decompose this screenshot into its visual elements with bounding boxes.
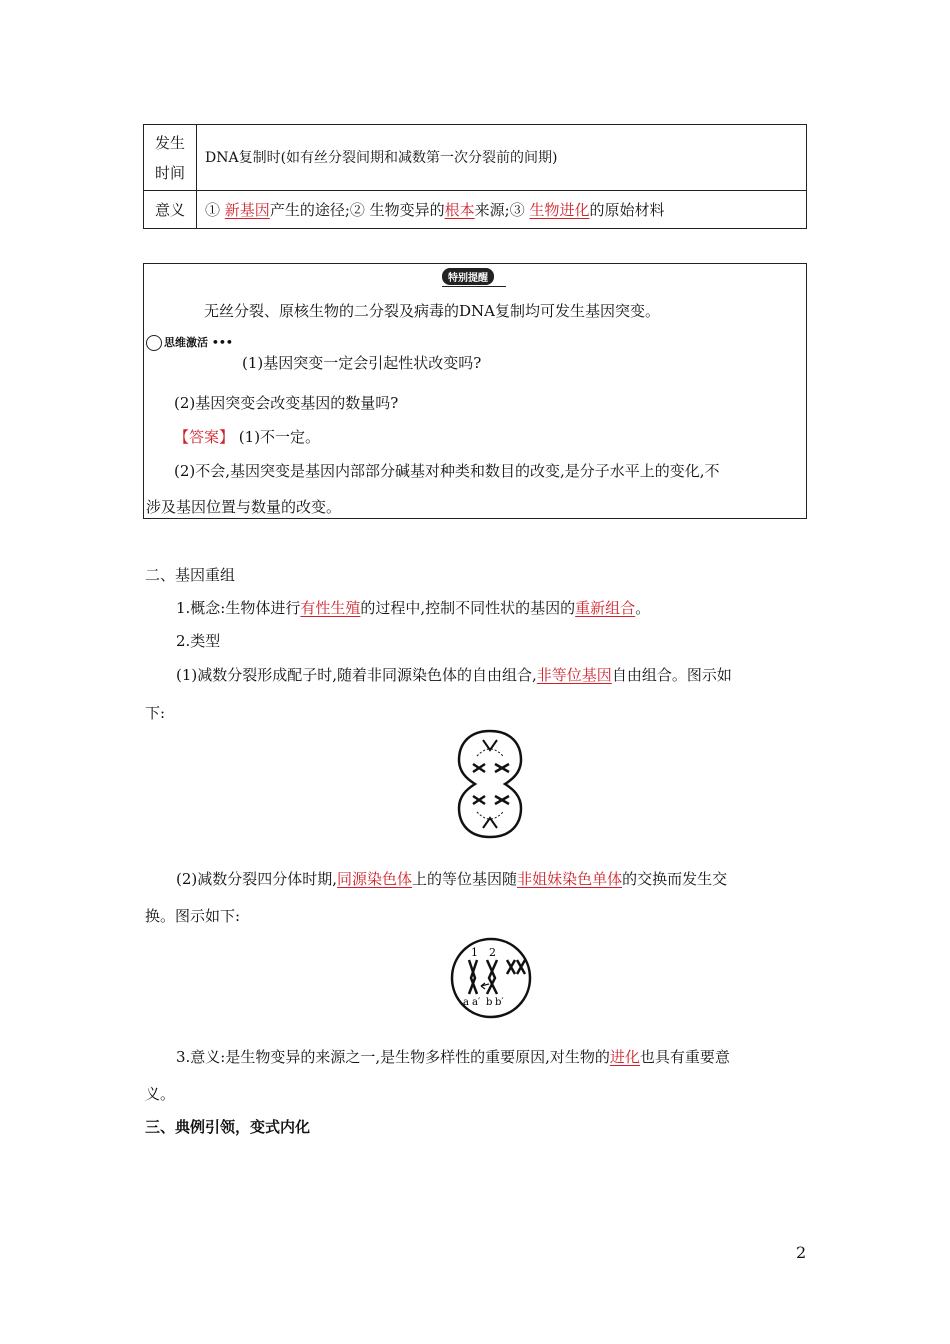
text-fragment: 来源;③ [474,200,525,219]
row-content-meaning [197,191,807,229]
label-1: 1 [471,946,478,959]
table-row [144,191,807,229]
answer-blank: 进化 [609,1048,640,1066]
label-b-prime: b′ [495,997,504,1008]
answer-blank: 根本 [444,200,475,219]
tip-text: 无丝分裂、原核生物的二分裂及病毒的DNA复制均可发生基因突变。 [204,302,660,320]
significance-line [176,1046,730,1067]
answer-text: (1)不一定。 [238,428,321,446]
answer-blank: 有性生殖 [300,599,361,617]
question-1: (1)基因突变一定会引起性状改变吗? [242,354,482,372]
types-title: 2.类型 [176,632,221,650]
text-fragment: 上的等位基因随 [412,870,518,888]
type2-line [176,868,727,889]
row-content-time: DNA复制时(如有丝分裂间期和减数第一次分裂前的间期) [197,125,807,191]
mutation-table [143,124,807,229]
answer-label: 【答案】 [174,428,235,446]
note-box [143,263,807,519]
answer-blank: 生物进化 [529,200,590,219]
text-fragment: 。 [635,599,651,617]
table-row [144,125,807,191]
type1-line-2: 下: [145,704,166,722]
page-number: 2 [796,1243,807,1262]
answer-line-1 [174,426,320,447]
text-fragment: ① [205,200,221,219]
label-2: 2 [489,946,496,959]
answer-blank: 重新组合 [575,599,636,617]
text-fragment: 自由组合。图示如 [611,666,732,684]
text-fragment: 的过程中,控制不同性状的基因的 [360,599,576,617]
think-badge-label: 思维激活 [164,336,208,349]
text-fragment: (2)减数分裂四分体时期, [176,870,338,888]
circle-icon [146,335,162,351]
type2-line-2: 换。图示如下: [145,907,241,925]
think-badge: 思维激活 ••• [146,334,233,351]
label-b: b [486,997,493,1008]
answer-blank: 新基因 [224,200,270,219]
row-header-time [144,125,197,191]
text-fragment: 的原始材料 [589,200,665,219]
answer-blank: 非等位基因 [536,666,612,684]
cell-division-figure [455,728,525,840]
significance-line-2: 义。 [145,1085,176,1103]
label-a-prime: a′ [472,997,481,1008]
type1-line [176,664,732,685]
text-fragment: 3.意义:是生物变异的来源之一,是生物多样性的重要原因,对生物的 [176,1048,610,1066]
text-fragment: 产生的途径;② 生物变异的 [269,200,445,219]
crossing-over-figure [445,936,537,1020]
answer-line-3: 涉及基因位置与数量的改变。 [146,498,342,516]
text-fragment: 1.概念:生物体进行 [176,599,301,617]
row-header-meaning: 意义 [144,191,197,229]
section-title-recombination: 二、基因重组 [145,566,236,584]
row-header-text: 发生时间 [154,133,185,182]
text-fragment: 也具有重要意 [639,1048,730,1066]
concept-line [176,597,650,618]
answer-blank: 非姐妹染色单体 [517,870,623,888]
label-a: a [463,997,469,1008]
question-2: (2)基因突变会改变基因的数量吗? [174,394,399,412]
text-fragment: 的交换而发生交 [622,870,728,888]
text-fragment: (1)减数分裂形成配子时,随着非同源染色体的自由组合, [176,666,537,684]
answer-line-2: (2)不会,基因突变是基因内部部分碱基对种类和数目的改变,是分子水平上的变化,不 [174,462,720,480]
tip-badge: 特别提醒 [442,268,494,285]
divider [442,286,506,287]
section-title-examples: 三、典例引领，变式内化 [145,1118,311,1136]
answer-blank: 同源染色体 [337,870,413,888]
